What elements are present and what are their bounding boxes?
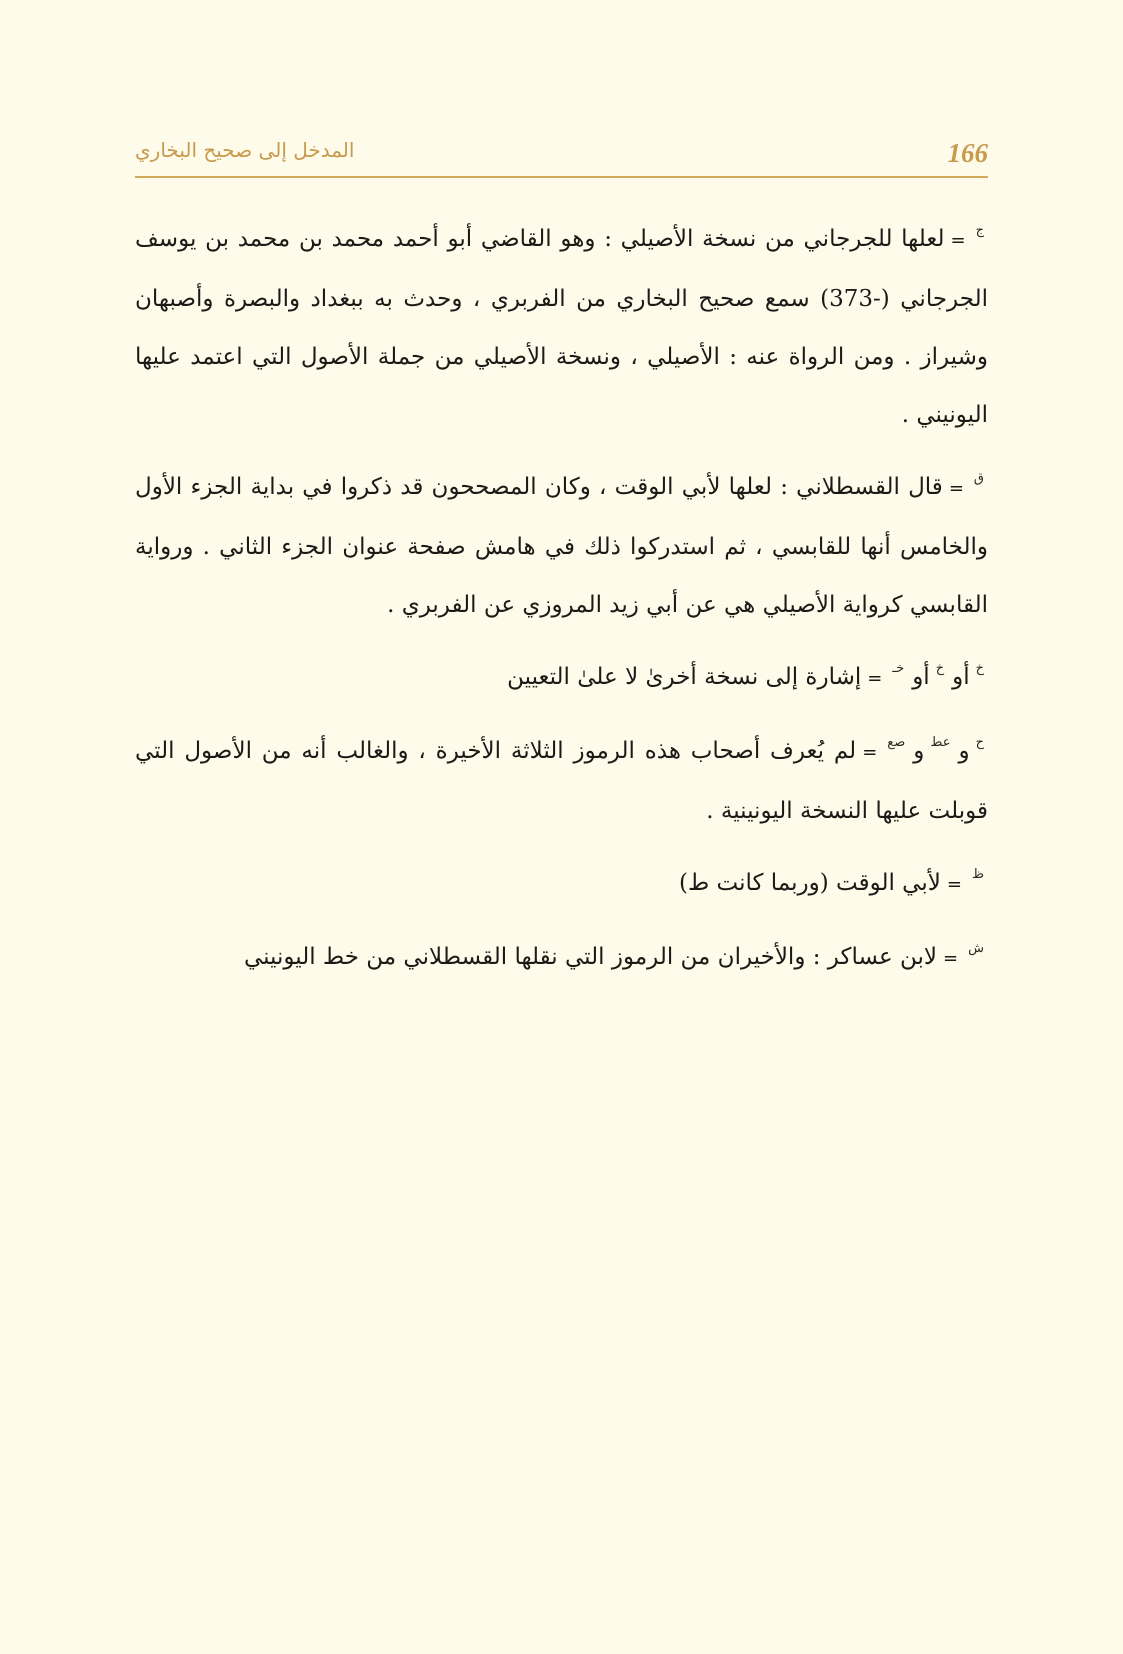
entry-qaf [135,458,988,634]
entry-symbol: خـ [892,661,905,676]
entry-text: لعلها للجرجاني من نسخة الأصيلي : وهو القاضي أبو أحمد محمد بن محمد بن يوسف الجرجاني (-373) سمع صحيح البخاري من الفربري ، وحدث به ببغداد والبصرة وأصبهان وشيراز . ومن الرواة عنه : الأصيلي ، ونسخة الأصيلي من جملة الأصول التي اعتمد عليها اليونيني . [135,226,988,428]
equals-separator: = [862,742,878,763]
entry-ha [135,722,988,840]
entry-text: لأبي الوقت (وربما كانت ط) [679,870,941,896]
entry-symbol: خ [935,661,945,676]
entry-joiner: و [913,738,925,764]
entry-joiner: أو [912,664,930,690]
entry-symbol: ش [968,941,984,956]
entry-symbol: ق [973,471,984,486]
equals-separator: = [867,668,883,689]
entry-joiner: و [958,738,970,764]
entry-text: قال القسطلاني : لعلها لأبي الوقت ، وكان المصححون قد ذكروا في بداية الجزء الأول والخامس أنها للقابسي ، ثم استدركوا ذلك في هامش صفحة عنوان الجزء الثاني . ورواية القابسي كرواية الأصيلي هي عن أبي زيد المروزي عن الفربري . [135,474,988,618]
entry-joiner: أو [952,664,970,690]
equals-separator: = [946,874,962,895]
entry-symbol: ج [975,223,984,238]
equals-separator: = [948,478,964,499]
entry-symbol: ح [975,735,984,750]
entry-symbol: عط [930,735,951,750]
equals-separator: = [943,948,959,969]
entry-text: لم يُعرف أصحاب هذه الرموز الثلاثة الأخيرة ، والغالب أنه من الأصول التي قوبلت عليها النسخة اليونينية . [135,738,988,824]
entry-symbol: ظ [971,867,984,882]
entry-jeem [135,210,988,444]
entry-symbol: خ [975,661,984,676]
entry-symbol: صع [887,735,906,750]
page-header [135,132,988,178]
book-title: المدخل إلى صحيح البخاري [135,138,355,162]
entry-sheen [135,928,988,988]
page-content [135,210,988,1002]
equals-separator: = [950,230,966,251]
page-number: 166 [947,138,988,168]
entry-text: إشارة إلى نسخة أخرىٰ لا علىٰ التعيين [507,664,862,690]
entry-zha [135,854,988,914]
entry-text: لابن عساكر : والأخيران من الرموز التي نقلها القسطلاني من خط اليونيني [243,944,938,970]
entry-kha [135,648,988,708]
